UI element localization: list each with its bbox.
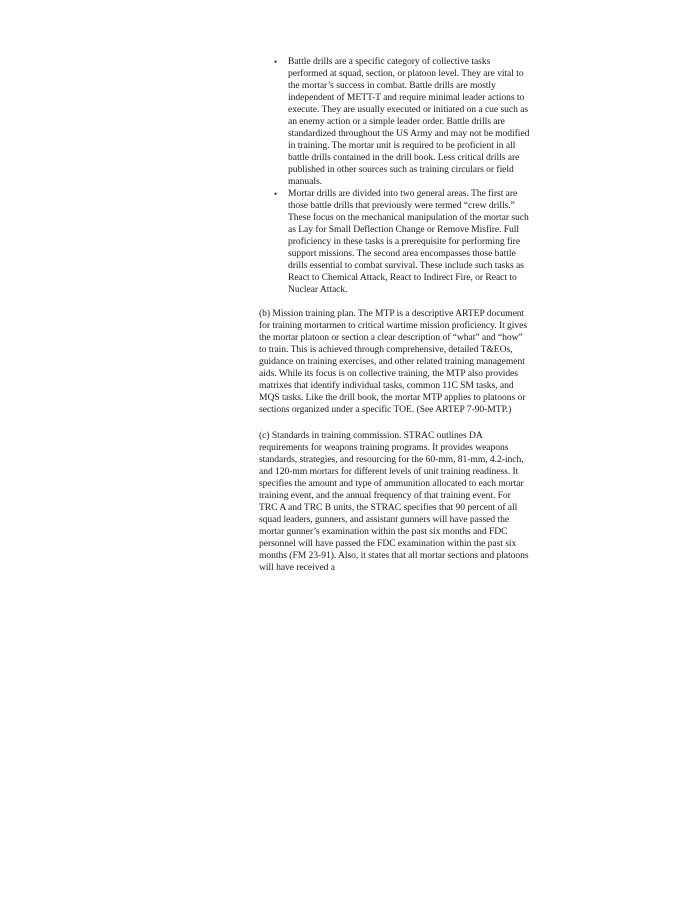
bullet-marker: • [274, 57, 278, 67]
bullet-text: Battle drills are a specific category of collective tasks performed at squad, section, or platoon level. They are vital to the mortar’s success in combat. Battle drills are mostly independent of METT-T and require minimal leader actions to execute. They are usually executed or initiated on a cue such as an enemy action or a simple leader order. Battle drills are standardized throughout the US Army and may not be modified in training. The mortar unit is required to be proficient in all battle drills contained in the drill book. Less critical drills are published in other sources such as training circulars or field manuals. [288, 56, 530, 187]
bullet-list [259, 56, 531, 296]
paragraph-standards-in-training-commission: (c) Standards in training commission. STRAC outlines DA requirements for weapons training programs. It provides weapons standards, strategies, and resourcing for the 60-mm, 81-mm, 4.2-inch, and 120-mm mortars for different levels of unit training readiness. It specifies the amount and type of ammunition allocated to each mortar training event, and the annual frequency of that training event. For TRC A and TRC B units, the STRAC specifies that 90 percent of all squad leaders, gunners, and assistant gunners will have passed the mortar gunner’s examination within the past six months and FDC personnel will have passed the FDC examination within the past six months (FM 23-91). Also, it states that all mortar sections and platoons will have received a [259, 430, 529, 573]
bullet-item-mortar-drills [274, 188, 531, 296]
paragraph-mission-training-plan: (b) Mission training plan. The MTP is a descriptive ARTEP document for training mortarmen to critical wartime mission proficiency. It gives the mortar platoon or section a clear description of “what” and “how” to train. This is achieved through comprehensive, detailed T&EOs, guidance on training exercises, and other related training management aids. While its focus is on collective training, the MTP also provides matrixes that identify individual tasks, common 11C SM tasks, and MQS tasks. Like the drill book, the mortar MTP applies to platoons or sections organized under a specific TOE. (See ARTEP 7-90-MTP.) [259, 308, 528, 415]
text-column [259, 56, 531, 574]
bullet-text: Mortar drills are divided into two general areas. The first are those battle drills that previously were termed “crew drills.” These focus on the mechanical manipulation of the mortar such as Lay for Small Deflection Change or Remove Misfire. Full proficiency in these tasks is a prerequisite for performing fire support missions. The second area encompasses those battle drills essential to combat survival. These include such tasks as React to Chemical Attack, React to Indirect Fire, or React to Nuclear Attack. [288, 188, 529, 295]
bullet-item-battle-drills [274, 56, 531, 188]
bullet-marker: • [274, 189, 278, 199]
